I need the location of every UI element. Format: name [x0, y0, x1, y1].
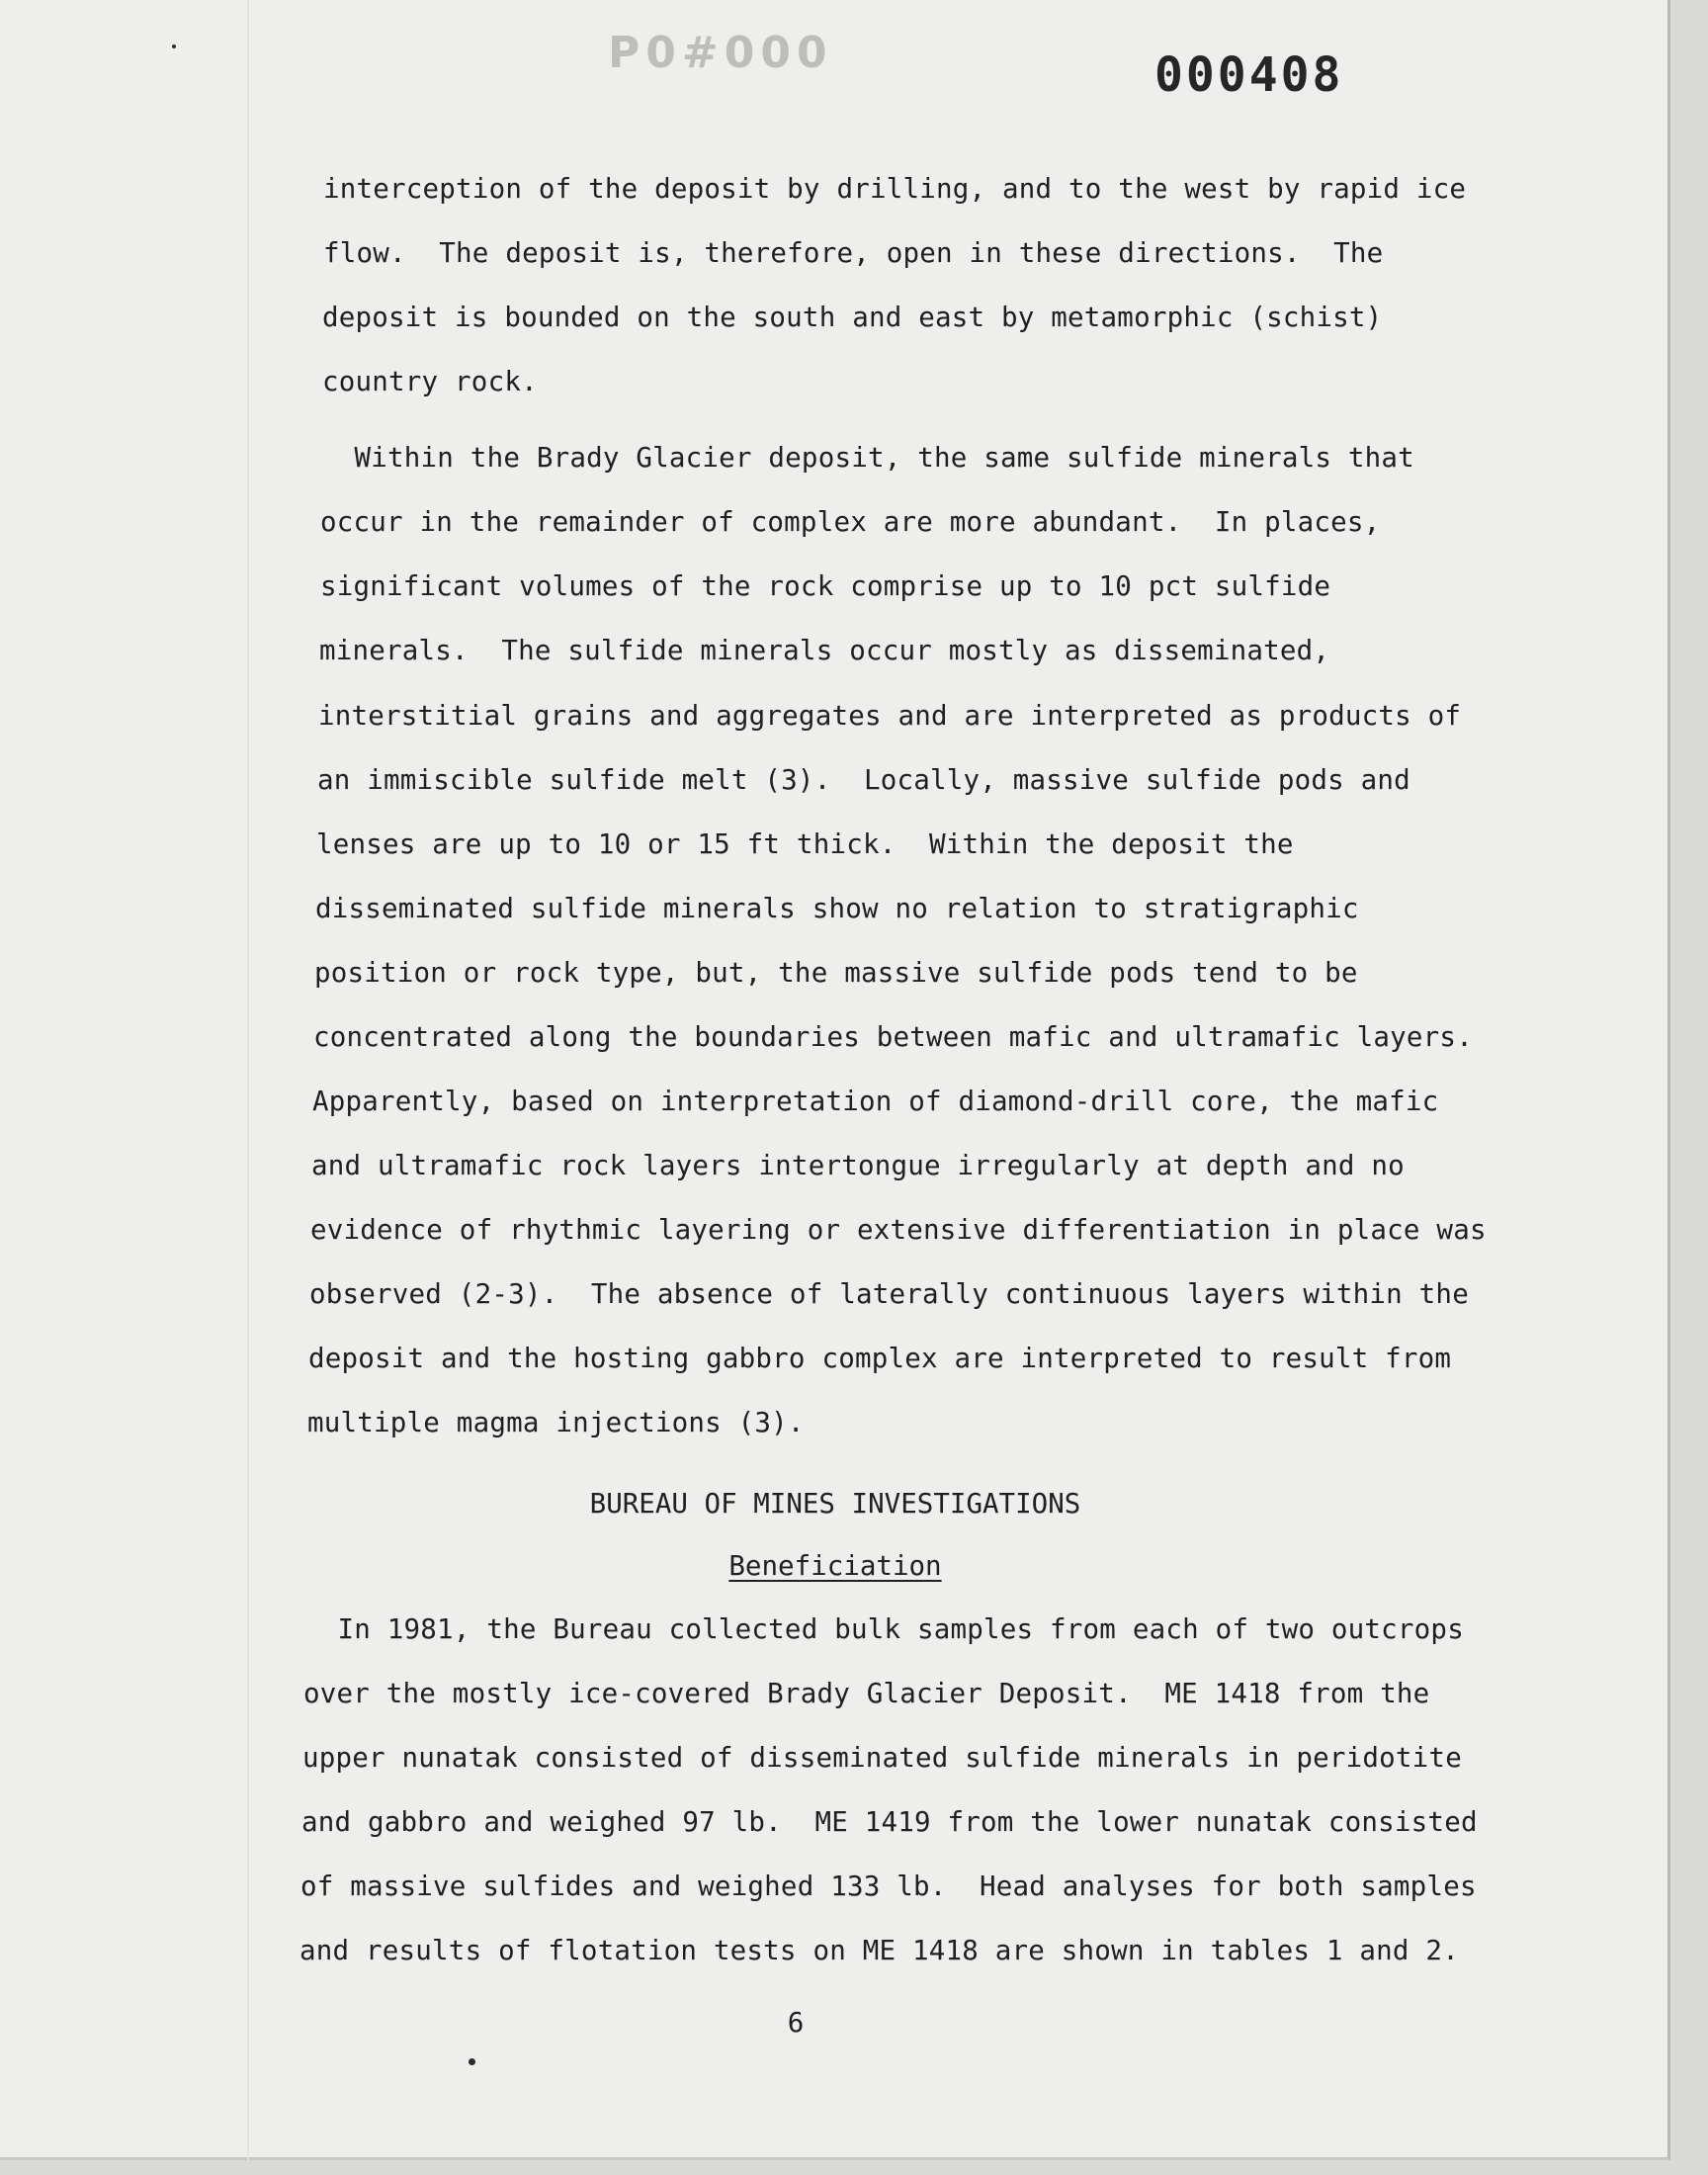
- text-line: disseminated sulfide minerals show no relation to stratigraphic: [315, 893, 1359, 924]
- text-line: occur in the remainder of complex are more abundant. In places,: [320, 506, 1381, 538]
- text-line: evidence of rhythmic layering or extensive differentiation in place was: [310, 1214, 1487, 1246]
- text-line: Apparently, based on interpretation of diamond-drill core, the mafic: [312, 1086, 1439, 1117]
- text-line: Within the Brady Glacier deposit, the same sulfide minerals that: [321, 442, 1414, 474]
- text-line: interstitial grains and aggregates and are interpreted as products of: [318, 700, 1462, 732]
- text-line: country rock.: [322, 366, 538, 397]
- faint-stamp: P0#000: [608, 28, 833, 78]
- text-line: lenses are up to 10 or 15 ft thick. Within the deposit the: [316, 828, 1294, 860]
- text-line: and ultramafic rock layers intertongue irregularly at depth and no: [311, 1150, 1405, 1181]
- text-line: minerals. The sulfide minerals occur mostly as disseminated,: [319, 635, 1330, 666]
- page-number: 6: [787, 2007, 805, 2039]
- text-line: position or rock type, but, the massive sulfide pods tend to be: [314, 957, 1358, 989]
- text-line: significant volumes of the rock comprise up to 10 pct sulfide: [320, 570, 1331, 602]
- text-line: upper nunatak consisted of disseminated sulfide minerals in peridotite: [302, 1742, 1462, 1774]
- scan-speck: [469, 2058, 475, 2065]
- page-fold-shadow: [247, 0, 249, 2160]
- section-heading: BUREAU OF MINES INVESTIGATIONS: [589, 1488, 1081, 1520]
- text-line: observed (2-3). The absence of laterally continuous layers within the: [309, 1278, 1469, 1310]
- text-line: over the mostly ice-covered Brady Glacier Deposit. ME 1418 from the: [303, 1678, 1430, 1709]
- text-line: multiple magma injections (3).: [307, 1407, 805, 1438]
- text-line: concentrated along the boundaries between mafic and ultramafic layers.: [313, 1021, 1473, 1053]
- text-line: an immiscible sulfide melt (3). Locally, massive sulfide pods and: [317, 764, 1410, 796]
- document-number-stamp: 000408: [1154, 47, 1344, 103]
- scan-speck: [172, 44, 176, 48]
- text-line: deposit is bounded on the south and east by metamorphic (schist): [322, 302, 1383, 333]
- text-line: In 1981, the Bureau collected bulk samples from each of two outcrops: [304, 1613, 1464, 1645]
- text-line: and results of flotation tests on ME 1418 are shown in tables 1 and 2.: [299, 1935, 1459, 1966]
- text-line: interception of the deposit by drilling, and to the west by rapid ice: [323, 173, 1467, 205]
- text-line: and gabbro and weighed 97 lb. ME 1419 from the lower nunatak consisted: [301, 1806, 1478, 1838]
- text-line: deposit and the hosting gabbro complex are interpreted to result from: [308, 1343, 1452, 1374]
- subsection-heading: Beneficiation: [728, 1550, 942, 1582]
- text-line: flow. The deposit is, therefore, open in these directions. The: [323, 237, 1384, 269]
- text-line: of massive sulfides and weighed 133 lb. Head analyses for both samples: [300, 1870, 1477, 1902]
